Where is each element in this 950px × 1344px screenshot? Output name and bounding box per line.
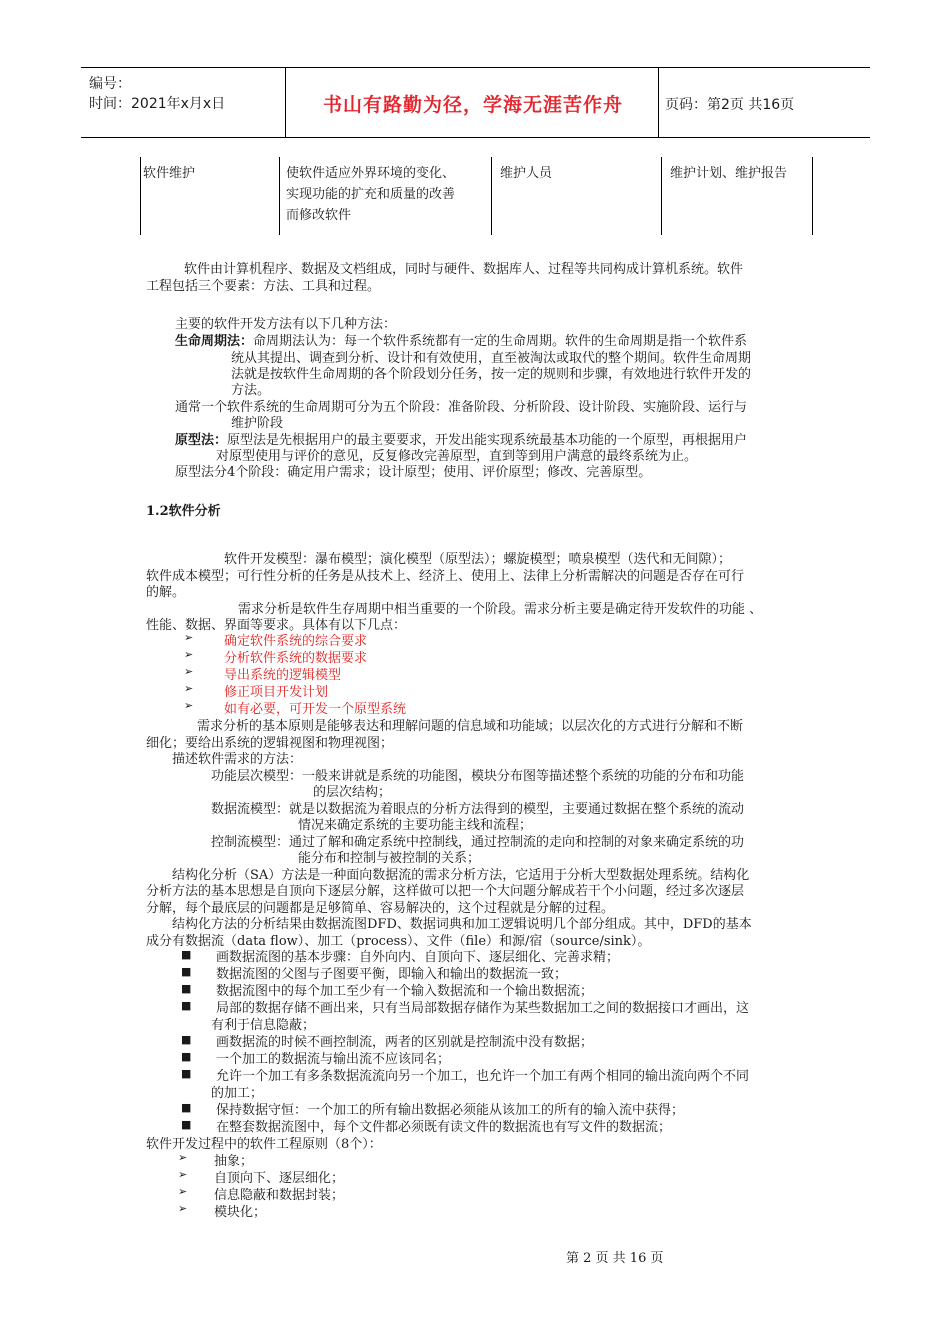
table-border — [279, 157, 280, 235]
task-line: 使软件适应外界环境的变化、 — [286, 166, 456, 181]
list-item: ➢ — [178, 1202, 188, 1215]
square-bullet: ■ — [181, 1033, 192, 1046]
stages-text: 通常一个软件系统的生命周期可分为五个阶段：准备阶段、分析阶段、设计阶段、实施阶段、运行与 — [175, 400, 748, 415]
square-bullet: ■ — [181, 948, 192, 961]
lifecycle-text: 方法。 — [231, 383, 271, 398]
list-item-text: 画数据流图的基本步骤：自外向内、自顶向下、逐层细化、完善求精； — [216, 950, 620, 965]
list-item-text: 数据流图中的每个加工至少有一个输入数据流和一个输出数据流； — [216, 984, 594, 999]
models-text: 软件开发模型：瀑布模型；演化模型（原型法）；螺旋模型；喷泉模型（迭代和无间隙）； — [224, 552, 732, 567]
list-item: ➢ — [178, 1151, 188, 1164]
lifecycle-text: 法就是按软件生命周期的各个阶段划分任务，按一定的规则和步骤，有效地进行软件开发的 — [231, 367, 752, 382]
result-text: 结构化方法的分析结果由数据流图DFD、数据词典和加工逻辑说明几个部分组成。其中，DFD的基本 — [172, 917, 752, 932]
control-text: 能分布和控制与被控制的关系； — [298, 851, 481, 866]
list-item: ➢ — [184, 631, 194, 644]
result-text: 成分有数据流（data flow）、加工（process）、文件（file）和源/宿（source/sink）。 — [146, 934, 651, 949]
requirements-text: 需求分析是软件生存周期中相当重要的一个阶段。需求分析主要是确定待开发软件的功能 、 — [238, 602, 763, 617]
square-bullet: ■ — [181, 1101, 192, 1114]
methods-lead: 主要的软件开发方法有以下几种方法： — [175, 317, 397, 332]
square-bullet: ■ — [181, 1067, 192, 1080]
list-item: ➢ — [178, 1185, 188, 1198]
list-item-text: 模块化； — [214, 1205, 267, 1220]
principle-text: 细化；要给出系统的逻辑视图和物理视图； — [146, 736, 394, 751]
prototype-text: 原型法是先根据用户的最主要要求，开发出能实现系统最基本功能的一个原型，再根据用户 — [227, 433, 748, 448]
list-item-text: 局部的数据存储不画出来，只有当局部数据存储作为某些数据加工之间的数据接口才画出，这 — [216, 1001, 750, 1016]
lifecycle-text: 命周期法认为：每一个软件系统都有一定的生命周期。软件的生命周期是指一个软件系 — [253, 334, 748, 349]
time-label: 时间：2021年x月x日 — [89, 96, 226, 112]
models-text: 软件成本模型；可行性分析的任务是从技术上、经济上、使用上、法律上分析需解决的问题是否存在可行 — [146, 569, 745, 584]
models-text: 的解。 — [146, 585, 186, 600]
square-bullet: ■ — [181, 982, 192, 995]
table-border — [140, 157, 141, 235]
list-item-text: 数据流图的父图与子图要平衡，即输入和输出的数据流一致； — [216, 967, 568, 982]
lifecycle-term: 生命周期法： — [175, 334, 254, 349]
list-item-text: 导出系统的逻辑模型 — [224, 668, 342, 683]
square-bullet: ■ — [181, 1118, 192, 1131]
square-bullet: ■ — [181, 999, 192, 1012]
list-item-text: 允许一个加工有多条数据流流向另一个加工，也允许一个加工有两个相同的输出流向两个不同 — [216, 1069, 750, 1084]
sa-text: 分解，每个最底层的问题都是足够简单、容易解决的，这个过程就是分解的过程。 — [146, 901, 615, 916]
list-item-text: 自顶向下、逐层细化； — [214, 1171, 345, 1186]
lifecycle-text: 统从其提出、调查到分析、设计和有效使用，直至被淘汰或取代的整个期间。软件生命周期 — [231, 351, 752, 366]
list-item: ➢ — [184, 682, 194, 695]
square-bullet: ■ — [181, 965, 192, 978]
prototype-term: 原型法： — [175, 433, 228, 448]
requirements-text: 性能、数据、界面等要求。具体有以下几点： — [146, 618, 407, 633]
dataflow-term: 数据流模型： — [211, 802, 290, 817]
list-item-text: 抽象； — [214, 1154, 254, 1169]
page-footer: 第 2 页 共 16 页 — [566, 1251, 664, 1266]
header-page-info: 页码：第2页 共16页 — [665, 97, 795, 113]
list-item-text: 画数据流的时候不画控制流，两者的区别就是控制流中没有数据； — [216, 1035, 594, 1050]
code-label: 编号： — [89, 76, 131, 92]
func-term: 功能层次模型： — [211, 769, 303, 784]
func-model — [211, 765, 744, 784]
principle-text: 需求分析的基本原则是能够表达和理解问题的信息域和功能域；以层次化的方式进行分解和不断 — [197, 719, 744, 734]
list-item-text: 如有必要，可开发一个原型系统 — [224, 702, 407, 717]
list-item-text: 分析软件系统的数据要求 — [224, 651, 368, 666]
header-motto: 书山有路勤为径，学海无涯苦作舟 — [322, 94, 623, 116]
list-item-text: 保持数据守恒：一个加工的所有输出数据必须能从该加工的所有的输入流中获得； — [216, 1103, 685, 1118]
func-text: 的层次结构； — [313, 785, 392, 800]
table-cell-docs: 维护计划、维护报告 — [670, 166, 788, 181]
table-border — [812, 157, 813, 235]
table-border — [491, 157, 492, 235]
prototype-stages: 原型法分4个阶段：确定用户需求；设计原型；使用、评价原型；修改、完善原型。 — [175, 465, 652, 480]
stages-text: 维护阶段 — [231, 416, 284, 431]
sa-text: 结构化分析（SA）方法是一种面向数据流的需求分析方法，它适用于分析大型数据处理系统。结构化 — [172, 868, 750, 883]
list-item-text: 的加工； — [211, 1086, 264, 1101]
table-cell-task — [286, 163, 486, 226]
header-meta — [89, 74, 225, 114]
list-item: ➢ — [184, 665, 194, 678]
task-line: 实现功能的扩充和质量的改善 — [286, 187, 456, 202]
func-text: 一般来讲就是系统的功能图，模块分布图等描述整个系统的功能的分布和功能 — [302, 769, 745, 784]
dataflow-text: 情况来确定系统的主要功能主线和流程； — [298, 818, 533, 833]
list-item: ➢ — [184, 648, 194, 661]
list-item-text: 在整套数据流图中，每个文件都必须既有读文件的数据流也有写文件的数据流； — [216, 1120, 672, 1135]
control-text: 通过了解和确定系统中控制线，通过控制流的走向和控制的对象来确定系统的功 — [289, 835, 745, 850]
table-border — [661, 157, 662, 235]
describe-lead: 描述软件需求的方法： — [172, 752, 303, 767]
control-term: 控制流模型： — [211, 835, 290, 850]
principles-lead: 软件开发过程中的软件工程原则（8个）： — [146, 1137, 382, 1152]
section-title: 1.2软件分析 — [146, 504, 221, 519]
prototype-text: 对原型使用与评价的意见，反复修改完善原型，直到等到用户满意的最终系统为止。 — [216, 449, 698, 464]
sa-text: 分析方法的基本思想是自顶向下逐层分解，这样做可以把一个大问题分解成若干个小问题，经过多次逐层 — [146, 884, 745, 899]
page-header — [81, 67, 870, 138]
intro-line: 软件由计算机程序、数据及文档组成，同时与硬件、数据库人、过程等共同构成计算机系统。软件 — [184, 262, 744, 277]
list-item-text: 确定软件系统的综合要求 — [224, 634, 368, 649]
dataflow-text: 就是以数据流为着眼点的分析方法得到的模型，主要通过数据在整个系统的流动 — [289, 802, 745, 817]
list-item-text: 一个加工的数据流与输出流不应该同名； — [216, 1052, 451, 1067]
list-item: ➢ — [184, 699, 194, 712]
task-line: 而修改软件 — [286, 208, 352, 223]
table-cell-staff: 维护人员 — [500, 166, 553, 181]
list-item-text: 修正项目开发计划 — [224, 685, 329, 700]
list-item: ➢ — [178, 1168, 188, 1181]
table-cell-phase: 软件维护 — [143, 166, 196, 181]
list-item-text: 信息隐蔽和数据封装； — [214, 1188, 345, 1203]
intro-line: 工程包括三个要素：方法、工具和过程。 — [146, 279, 381, 294]
list-item-text: 有利于信息隐蔽； — [211, 1018, 316, 1033]
phase-table-row — [140, 157, 813, 235]
square-bullet: ■ — [181, 1050, 192, 1063]
